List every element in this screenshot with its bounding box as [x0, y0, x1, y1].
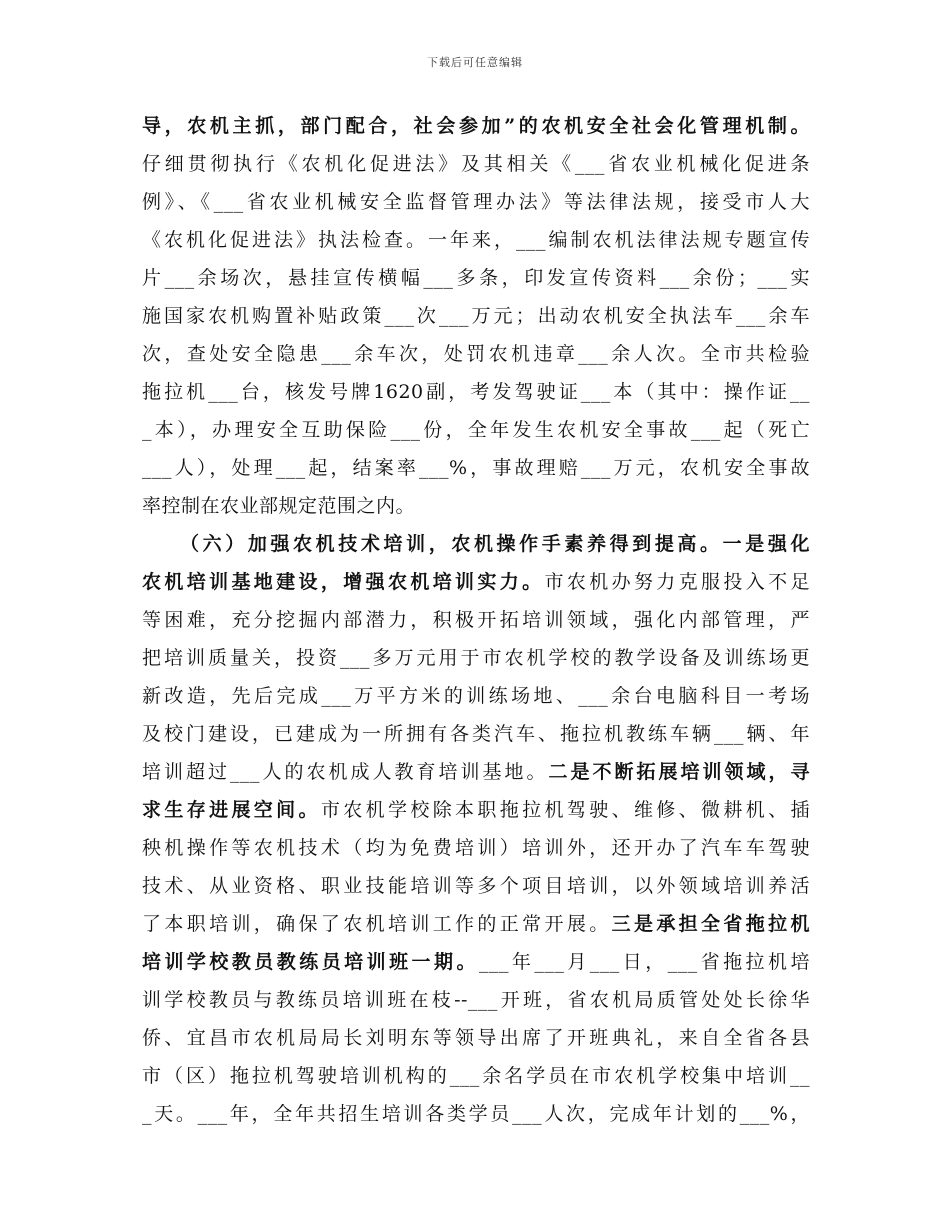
body-text: ___年___月___日，___省拖拉机培 [478, 951, 810, 973]
body-text: 及校门建设，已建成为一所拥有各类汽车、拖拉机教练车辆___辆、年 [142, 723, 810, 745]
body-text: _本），办理安全互助保险___份，全年发生农机安全事故___起（死亡 [142, 419, 810, 441]
body-text: 培训超过___人的农机成人教育培训基地。 [142, 761, 549, 783]
bold-text: 农机培训基地建设，增强农机培训实力。 [142, 571, 545, 593]
body-text: 把培训质量关，投资___多万元用于市农机学校的教学设备及训练场更 [142, 647, 810, 669]
body-text: 市农机办努力克服投入不足 [544, 571, 810, 593]
text-line [142, 601, 810, 639]
text-line [142, 905, 810, 943]
body-text: 率控制在农业部规定范围之内。 [142, 495, 416, 517]
text-line [142, 183, 810, 221]
page-header: 下载后可任意编辑 [427, 56, 523, 69]
text-line [142, 791, 810, 829]
body-text: 秧机操作等农机技术（均为免费培训）培训外，还开办了汽车车驾驶 [142, 837, 810, 859]
text-line [142, 1019, 810, 1057]
body-text: 拖拉机___台，核发号牌1620副，考发驾驶证___本（其中：操作证__ [142, 381, 810, 403]
body-text: 《农机化促进法》执法检查。一年来，___编制农机法律法规专题宣传 [142, 229, 810, 251]
text-line [142, 411, 810, 449]
body-text: 例》、《___省农业机械安全监督管理办法》等法律法规，接受市人大 [142, 191, 810, 213]
body-text: 市农机学校除本职拖拉机驾驶、维修、微耕机、插 [320, 799, 810, 821]
body-text: 次，查处安全隐患___余车次，处罚农机违章___余人次。全市共检验 [142, 343, 810, 365]
text-line [142, 867, 810, 905]
body-text: 等困难，充分挖掘内部潜力，积极开拓培训领域，强化内部管理，严 [142, 609, 810, 631]
text-line [142, 981, 810, 1019]
section-heading-line [142, 525, 810, 563]
text-line [142, 563, 810, 601]
body-text: 仔细贯彻执行《农机化促进法》及其相关《___省农业机械化促进条 [142, 153, 810, 175]
body-text: 训学校教员与教练员培训班在枝--___开班，省农机局质管处处长徐华 [142, 989, 810, 1011]
text-line [142, 1095, 810, 1133]
bold-text: （六）加强农机技术培训，农机操作手素养得到提高。一是强化 [180, 533, 810, 555]
text-line [142, 449, 810, 487]
text-line [142, 677, 810, 715]
body-text: 侨、宜昌市农机局局长刘明东等领导出席了开班典礼，来自全省各县 [142, 1027, 810, 1049]
text-line [142, 639, 810, 677]
body-text: 了本职培训，确保了农机培训工作的正常开展。 [142, 913, 612, 935]
body-text: 市（区）拖拉机驾驶培训机构的___余名学员在市农机学校集中培训__ [142, 1065, 810, 1087]
text-line [142, 829, 810, 867]
body-text: 技术、从业资格、职业技能培训等多个项目培训，以外领域培训养活 [142, 875, 810, 897]
bold-text: 三是承担全省拖拉机 [611, 913, 810, 935]
text-line [142, 373, 810, 411]
bold-text: 二是不断拓展培训领域，寻 [548, 761, 810, 783]
text-line [142, 145, 810, 183]
text-line [142, 107, 810, 145]
text-line [142, 335, 810, 373]
body-text: ___人），处理___起，结案率___%，事故理赔___万元，农机安全事故 [142, 457, 810, 479]
text-line [142, 259, 810, 297]
text-line [142, 753, 810, 791]
text-line [142, 1057, 810, 1095]
document-body [142, 107, 810, 1133]
bold-text: 培训学校教员教练员培训班一期。 [142, 951, 479, 973]
bold-text: 求生存进展空间。 [142, 799, 321, 821]
text-line [142, 715, 810, 753]
text-line [142, 487, 810, 525]
text-line [142, 221, 810, 259]
body-text: 施国家农机购置补贴政策___次___万元；出动农机安全执法车___余车 [142, 305, 810, 327]
bold-text: 导，农机主抓，部门配合，社会参加”的农机安全社会化管理机制。 [142, 115, 810, 137]
body-text: _天。___年，全年共招生培训各类学员___人次，完成年计划的___%， [142, 1103, 810, 1125]
body-text: 片___余场次，悬挂宣传横幅___多条，印发宣传资料___余份；___实 [142, 267, 810, 289]
body-text: 新改造，先后完成___万平方米的训练场地、___余台电脑科目一考场 [142, 685, 810, 707]
text-line [142, 943, 810, 981]
text-line [142, 297, 810, 335]
